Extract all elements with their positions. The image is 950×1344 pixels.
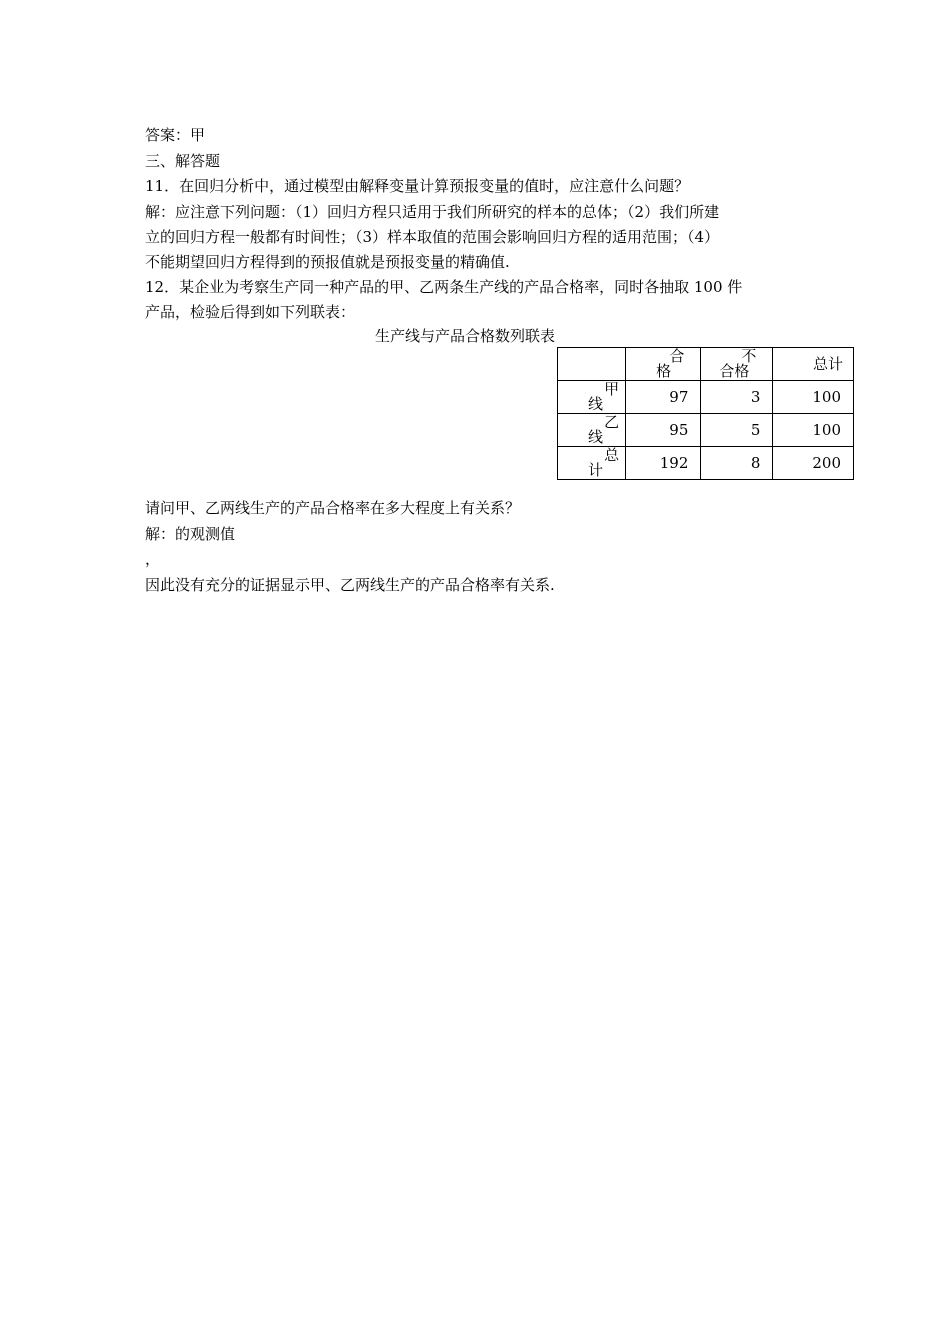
header-pass-bottom: 格 xyxy=(656,362,672,380)
contingency-table xyxy=(557,347,854,480)
row-label-bottom: 计 xyxy=(588,461,604,479)
answer-12-line-3: 因此没有充分的证据显示甲、乙两线生产的产品合格率有关系. xyxy=(145,576,555,594)
answer-11-line-3: 不能期望回归方程得到的预报值就是预报变量的精确值. xyxy=(145,253,510,271)
pass-count-cell: 192 xyxy=(626,447,701,480)
answer-line: 答案：甲 xyxy=(145,126,206,144)
total-count-cell: 100 xyxy=(773,414,854,447)
fail-count-cell: 5 xyxy=(701,414,773,447)
answer-11-line-1: 解：应注意下列问题：（1）回归方程只适用于我们所研究的样本的总体；（2）我们所建 xyxy=(145,203,720,221)
fail-count-cell: 8 xyxy=(701,447,773,480)
question-12-line-1: 12．某企业为考察生产同一种产品的甲、乙两条生产线的产品合格率，同时各抽取 100 件 xyxy=(145,278,743,296)
total-count-cell: 200 xyxy=(773,447,854,480)
row-label-cell xyxy=(558,447,626,480)
header-total-cell: 总计 xyxy=(773,348,854,381)
question-12-ask: 请问甲、乙两线生产的产品合格率在多大程度上有关系？ xyxy=(145,499,521,517)
row-label-bottom: 线 xyxy=(588,395,604,413)
answer-12-line-1: 解：的观测值 xyxy=(145,525,236,543)
table-header-row xyxy=(558,348,854,381)
section-heading: 三、解答题 xyxy=(145,152,221,170)
pass-count-cell: 97 xyxy=(626,381,701,414)
fail-count-cell: 3 xyxy=(701,381,773,414)
row-label-cell xyxy=(558,381,626,414)
header-pass-top: 合 xyxy=(669,347,685,365)
header-fail-bottom: 合格 xyxy=(719,362,750,380)
header-fail-top: 不 xyxy=(741,347,757,365)
table-row xyxy=(558,447,854,480)
header-pass-cell xyxy=(626,348,701,381)
pass-count-cell: 95 xyxy=(626,414,701,447)
table-caption: 生产线与产品合格数列联表 xyxy=(375,327,556,345)
row-label-bottom: 线 xyxy=(588,428,604,446)
question-11: 11．在回归分析中，通过模型由解释变量计算预报变量的值时，应注意什么问题？ xyxy=(145,177,690,195)
table-row xyxy=(558,381,854,414)
header-fail-cell xyxy=(701,348,773,381)
table-row xyxy=(558,414,854,447)
answer-11-line-2: 立的回归方程一般都有时间性；（3）样本取值的范围会影响回归方程的适用范围；（4） xyxy=(145,228,720,246)
question-12-line-2: 产品，检验后得到如下列联表： xyxy=(145,303,356,321)
total-count-cell: 100 xyxy=(773,381,854,414)
table-corner-cell xyxy=(558,348,626,381)
row-label-cell xyxy=(558,414,626,447)
row-label-top: 总 xyxy=(604,446,620,464)
row-label-top: 乙 xyxy=(604,413,620,431)
answer-12-line-2: ， xyxy=(145,550,161,568)
row-label-top: 甲 xyxy=(604,380,620,398)
